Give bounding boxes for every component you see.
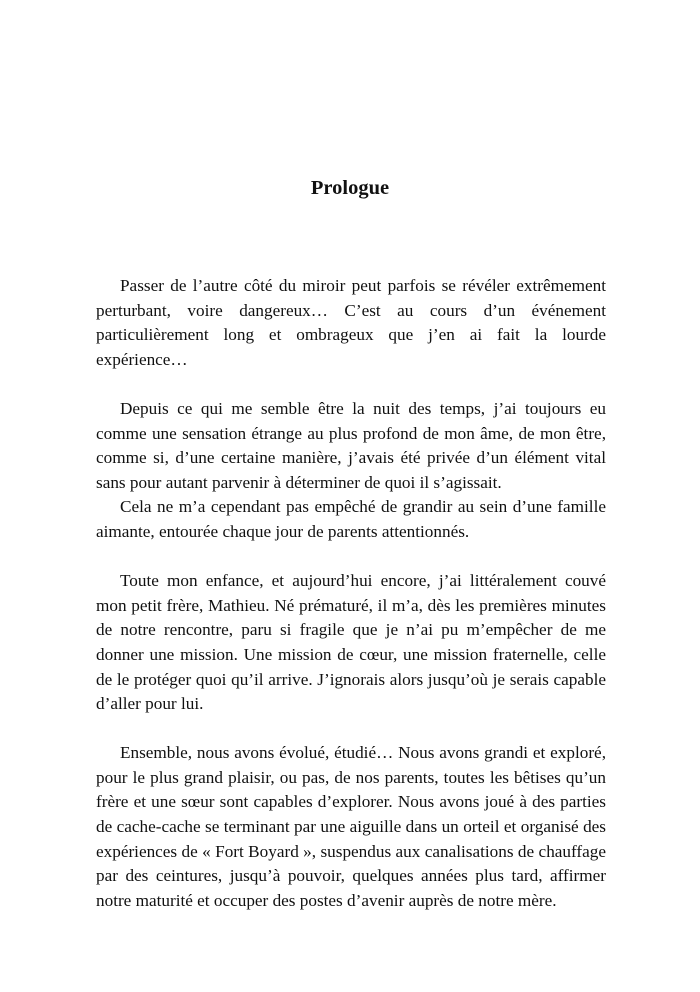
paragraph-2: Depuis ce qui me semble être la nuit des temps, j’ai toujours eu comme une sensation étrange au plus profond de mon âme, de mon être, comme si, d’une certaine manière, j’avais été privée d’un élément vital sans pour autant parvenir à déterminer de quoi il s’agissait. — [96, 398, 606, 492]
paragraph-4: Toute mon enfance, et aujourd’hui encore, j’ai littéralement couvé mon petit frère, Mathieu. Né prématuré, il m’a, dès les premières minutes de notre rencontre, paru si fragile que je n’ai pu m’empêcher de me donner une mission. Une mission de cœur, une mission fraternelle, celle de le protéger quoi qu’il arrive. J’ignorais alors jusqu’où je serais capable d’aller pour lui. — [96, 571, 606, 714]
page-title: Prologue — [310, 177, 390, 199]
paragraph-1: Passer de l’autre côté du miroir peut parfois se révéler extrêmement perturbant, voire dangereux… C’est au cours d’un événement particulièrement long et ombrageux que j’en ai fait la lourde expérience… — [96, 276, 606, 369]
paragraph-3: Cela ne m’a cependant pas empêché de grandir au sein d’une famille aimante, entourée chaque jour de parents attentionnés. — [96, 497, 606, 541]
paragraph-5: Ensemble, nous avons évolué, étudié… Nous avons grandi et exploré, pour le plus grand plaisir, ou pas, de nos parents, toutes les bêtises qu’un frère et une sœur sont capables d’explorer. Nous avons joué à des parties de cache-cache se terminant par une aiguille dans un orteil et organisé des expériences de « Fort Boyard », suspendus aux canalisations de chauffage par des ceintures, jusqu’à pouvoir, quelques années plus tard, affirmer notre maturité et occuper des postes d’avenir auprès de notre mère. — [96, 743, 606, 910]
body-text — [96, 274, 606, 913]
